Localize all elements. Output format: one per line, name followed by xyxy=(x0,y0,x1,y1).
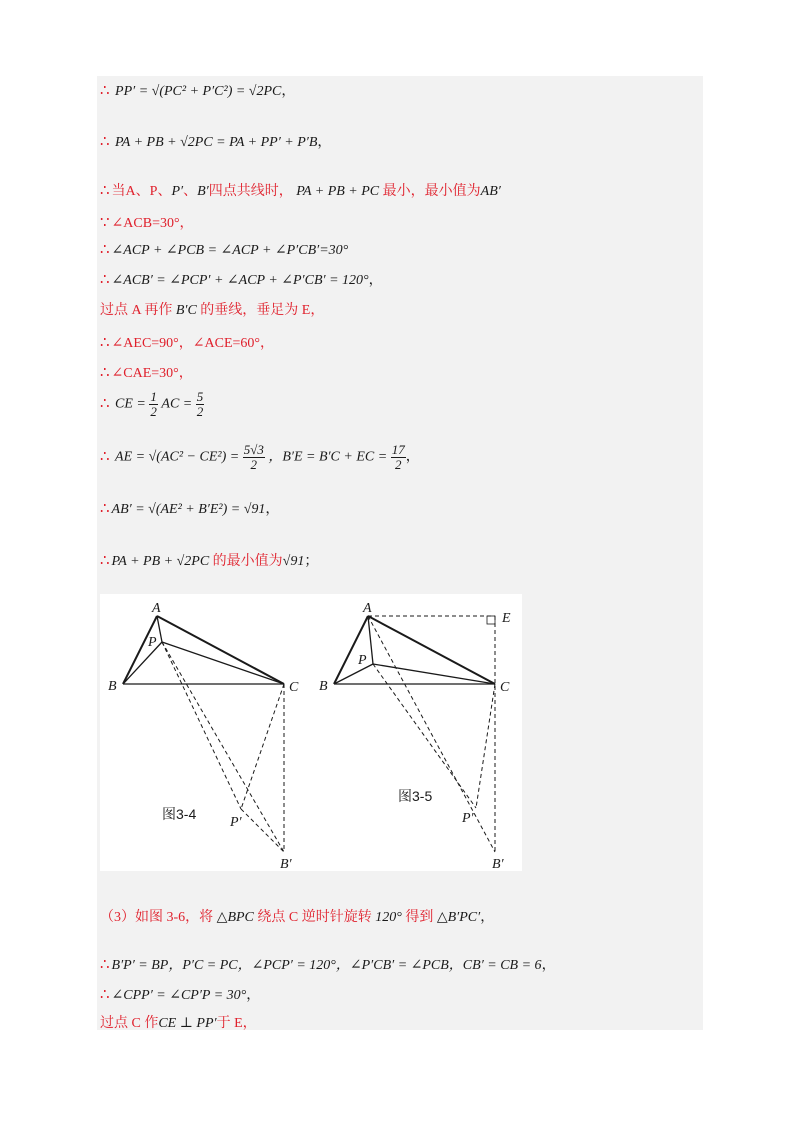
punct: ， xyxy=(281,84,296,99)
fraction xyxy=(149,390,158,419)
segment-P-prime-B-prime xyxy=(241,809,284,852)
formula: B′ xyxy=(197,184,209,199)
fraction xyxy=(196,390,205,419)
formula: AE = √(AC² − CE²) = xyxy=(115,449,240,465)
label-C: C xyxy=(500,680,510,695)
step-15 xyxy=(100,984,260,1004)
step-2 xyxy=(100,131,331,151)
denominator: 2 xyxy=(250,457,257,472)
formula: ，B′E = B′C + EC = xyxy=(268,449,388,465)
formula: √91 xyxy=(282,554,305,569)
punct: ， xyxy=(541,958,556,973)
formula: 120° xyxy=(375,910,402,925)
label-A: A xyxy=(363,601,372,616)
formula: B′P′ = BP，P′C = PC，∠PCP′ = 120°，∠P′CB′ = ∠PCB，CB′ = CB = 6 xyxy=(111,958,542,973)
step-4 xyxy=(100,212,194,232)
label-P: P xyxy=(148,635,157,650)
formula: AB′ = √(AE² + B′E²) = √91 xyxy=(111,502,266,517)
figures-area xyxy=(100,594,522,871)
text: 最小，最小值为 xyxy=(382,184,481,199)
right-angle-mark xyxy=(487,616,495,624)
step-10 xyxy=(100,390,204,419)
label-P: P xyxy=(358,653,367,668)
text: 于 E， xyxy=(216,1016,257,1031)
segment-CP-prime xyxy=(476,684,495,808)
label-B: B xyxy=(108,679,117,694)
formula: CE = xyxy=(115,396,146,412)
formula: PP′ = √(PC² + P′C²) = √2PC xyxy=(115,84,282,99)
formula: B′C xyxy=(175,303,197,318)
segment-PP-prime xyxy=(373,664,476,808)
step-11 xyxy=(100,443,420,472)
punct: ， xyxy=(405,449,420,465)
segment-CP-prime xyxy=(241,684,284,809)
fraction xyxy=(243,443,265,472)
text: 当A、P、 xyxy=(111,184,172,199)
formula: PA + PB + √2PC = PA + PP′ + P′B xyxy=(115,135,318,150)
numerator: 17 xyxy=(391,442,405,457)
formula: PA + PB + PC xyxy=(296,184,380,199)
step-1 xyxy=(100,80,295,100)
segment-AP xyxy=(157,616,162,642)
figure-3-4 xyxy=(123,616,284,852)
formula: △BPC xyxy=(216,910,254,925)
punct: ， xyxy=(480,910,495,925)
punct: ； xyxy=(304,554,319,569)
step-16 xyxy=(100,1012,257,1032)
formula: P′ xyxy=(171,184,184,199)
step-14 xyxy=(100,954,556,974)
therefore-symbol: ∴ xyxy=(100,553,110,569)
numerator: 1 xyxy=(150,389,157,404)
punct: ， xyxy=(368,273,383,288)
label-E: E xyxy=(502,611,511,626)
punct: ， xyxy=(246,988,261,1003)
geometry-figures xyxy=(100,594,522,871)
denominator: 2 xyxy=(196,404,204,419)
numerator: 5√3 xyxy=(243,442,264,457)
formula: ∠ACP + ∠PCB = ∠ACP + ∠P′CB′=30° xyxy=(111,243,349,258)
label-P-prime: P′ xyxy=(462,811,474,826)
numerator: 5 xyxy=(196,389,204,404)
step-9 xyxy=(100,362,193,382)
therefore-symbol: ∴ xyxy=(100,335,110,351)
step-6 xyxy=(100,269,383,289)
caption-figure-3-5: 图3-5 xyxy=(398,788,433,804)
therefore-symbol: ∴ xyxy=(100,272,110,288)
label-A: A xyxy=(152,601,161,616)
label-B-prime: B′ xyxy=(492,857,504,871)
label-B-prime: B′ xyxy=(280,857,292,871)
therefore-symbol: ∴ xyxy=(100,365,110,381)
label-C: C xyxy=(289,680,299,695)
text: ∠CAE=30°， xyxy=(111,366,193,381)
therefore-symbol: ∴ xyxy=(100,83,110,99)
text: 四点共线时， xyxy=(208,184,293,199)
label-B: B xyxy=(319,679,328,694)
therefore-symbol: ∴ xyxy=(100,501,110,517)
text: 的垂线，垂足为 E， xyxy=(196,303,325,318)
formula: CE ⊥ PP′ xyxy=(158,1016,217,1031)
segment-PP-prime xyxy=(162,642,241,809)
formula: PA + PB + √2PC xyxy=(111,554,210,569)
text: 得到 xyxy=(405,910,434,925)
text: ∠ACB=30°， xyxy=(111,216,194,231)
therefore-symbol: ∴ xyxy=(100,957,110,973)
step-13 xyxy=(100,550,318,570)
formula: ∠ACB′ = ∠PCP′ + ∠ACP + ∠P′CB′ = 120° xyxy=(111,273,369,288)
caption-figure-3-4: 图3-4 xyxy=(162,806,197,822)
text: ∠AEC=90°，∠ACE=60°， xyxy=(111,336,274,351)
text: （3）如图 3-6，将 xyxy=(100,910,214,925)
step-8 xyxy=(100,332,274,352)
formula: ∠CPP′ = ∠CP′P = 30° xyxy=(111,988,247,1003)
denominator: 2 xyxy=(394,457,402,472)
text: 过点 A 再作 xyxy=(100,303,176,318)
therefore-symbol: ∴ xyxy=(100,395,110,412)
segment-BA xyxy=(334,616,368,684)
segment-BA xyxy=(123,616,157,684)
fraction xyxy=(391,443,406,472)
denominator: 2 xyxy=(150,404,157,419)
therefore-symbol: ∴ xyxy=(100,242,110,258)
formula: △B′PC′ xyxy=(436,910,481,925)
step-7 xyxy=(100,299,324,319)
therefore-symbol: ∴ xyxy=(100,183,110,199)
therefore-symbol: ∴ xyxy=(100,134,110,150)
punct: ， xyxy=(317,135,332,150)
segment-AB-prime xyxy=(368,616,495,852)
label-P-prime: P′ xyxy=(230,815,242,830)
formula: AB′ xyxy=(480,184,501,199)
step-3 xyxy=(100,180,501,200)
segment-PC xyxy=(162,642,284,684)
step-12 xyxy=(100,498,279,518)
part-3-intro xyxy=(100,906,494,926)
punct: ， xyxy=(265,502,280,517)
text: 的最小值为 xyxy=(212,554,283,569)
because-symbol: ∵ xyxy=(100,215,110,231)
therefore-symbol: ∴ xyxy=(100,987,110,1003)
text: 、 xyxy=(183,184,198,199)
text: 绕点 C 逆时针旋转 xyxy=(257,910,372,925)
formula: AC = xyxy=(161,396,193,412)
segment-AC xyxy=(157,616,284,684)
text: 过点 C 作 xyxy=(100,1016,159,1031)
step-5 xyxy=(100,240,348,259)
therefore-symbol: ∴ xyxy=(100,448,110,465)
